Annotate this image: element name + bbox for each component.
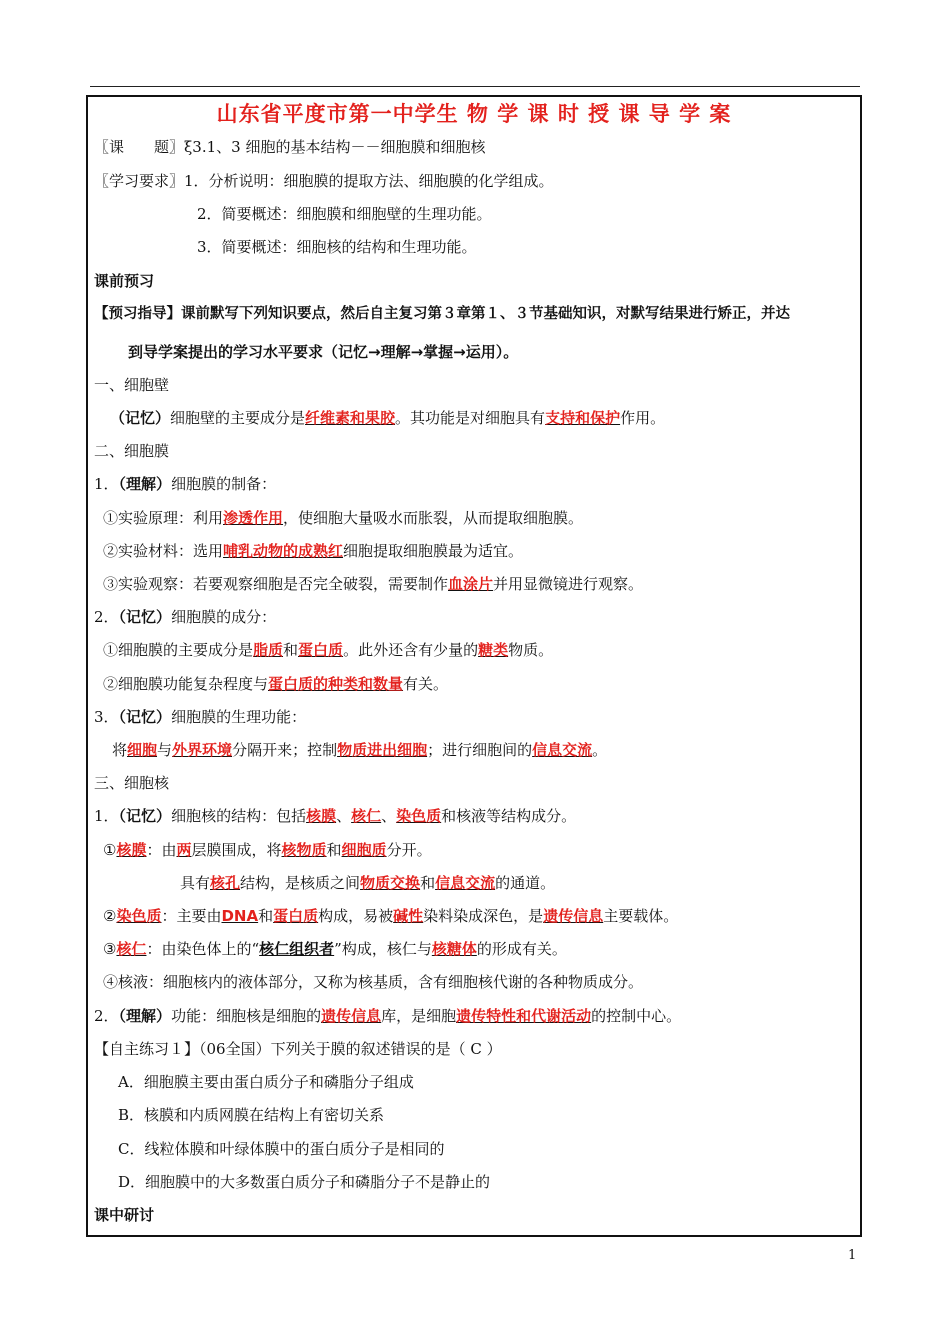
answer-key: 脂质 [253, 641, 284, 659]
answer-key: 信息交流 [435, 874, 496, 892]
answer-key: 核膜 [306, 807, 337, 825]
answer-key: 外界环境 [172, 741, 233, 759]
topic-line [94, 137, 485, 157]
answer-key: 蛋白质 [273, 907, 319, 925]
requirement-1: 〖学习要求〗1．分析说明：细胞膜的提取方法、细胞膜的化学组成。 [94, 172, 554, 190]
s2-q3-item: 将细胞与外界环境分隔开来；控制物质进出细胞；进行细胞间的信息交流。 [112, 741, 608, 759]
answer-key: 纤维素和果胶 [305, 409, 396, 427]
answer-key: 染色质 [116, 907, 162, 925]
answer-key: 血涂片 [448, 575, 494, 593]
s2-q3: 3．（记忆）细胞膜的生理功能： [94, 708, 307, 726]
s3-q1-item-3: ③核仁：由染色体上的“核仁组织者”构成，核仁与核糖体的形成有关。 [103, 940, 567, 958]
answer-key: 核物质 [281, 841, 327, 859]
exercise-option-c: C．线粒体膜和叶绿体膜中的蛋白质分子是相同的 [118, 1140, 445, 1158]
exercise-stem: 【自主练习１】（06全国）下列关于膜的叙述错误的是（ C ） [94, 1040, 502, 1058]
answer-key: 物质进出细胞 [337, 741, 428, 759]
answer-key: 物质交换 [360, 874, 421, 892]
s2-q2: 2．（记忆）细胞膜的成分： [94, 608, 277, 626]
exercise-option-a: A．细胞膜主要由蛋白质分子和磷脂分子组成 [118, 1073, 414, 1091]
requirements-label: 〖学习要求〗 [94, 172, 185, 190]
s3-q2: 2．（理解）功能：细胞核是细胞的遗传信息库，是细胞遗传特性和代谢活动的控制中心。 [94, 1007, 682, 1025]
section-1-heading: 一、细胞壁 [94, 376, 170, 394]
s2-q1-item-2: ②实验材料：选用哺乳动物的成熟红细胞提取细胞膜最为适宜。 [103, 542, 524, 560]
answer-key: DNA [221, 907, 259, 925]
guide-line-2: 到导学案提出的学习水平要求（记忆→理解→掌握→运用）。 [128, 343, 519, 361]
topic-label: 〖课 题〗 [94, 138, 185, 156]
answer-key: 哺乳动物的成熟红 [223, 542, 344, 560]
section-3-heading: 三、细胞核 [94, 774, 170, 792]
answer-key: 渗透作用 [223, 509, 284, 527]
answer-key: 核糖体 [431, 940, 477, 958]
answer-key: 细胞 [127, 741, 158, 759]
answer-key: 蛋白质 [298, 641, 344, 659]
s2-q1-item-1: ①实验原理：利用渗透作用，使细胞大量吸水而胀裂，从而提取细胞膜。 [103, 509, 584, 527]
s3-q1-item-1b: 具有核孔结构，是核质之间物质交换和信息交流的通道。 [180, 874, 556, 892]
answer-key: 核膜 [116, 841, 147, 859]
page-number: 1 [848, 1248, 857, 1263]
answer-key: 遗传信息 [321, 1007, 382, 1025]
exercise-option-b: B．核膜和内质网膜在结构上有密切关系 [118, 1106, 385, 1124]
answer-key: 染色质 [396, 807, 442, 825]
s2-q2-item-2: ②细胞膜功能复杂程度与蛋白质的种类和数量有关。 [103, 675, 449, 693]
answer-key: 核孔 [210, 874, 241, 892]
content-frame [86, 95, 862, 1237]
s2-q2-item-1: ①细胞膜的主要成分是脂质和蛋白质。此外还含有少量的糖类物质。 [103, 641, 554, 659]
s3-q1-item-4: ④核液：细胞核内的液体部分，又称为核基质，含有细胞核代谢的各种物质成分。 [103, 973, 644, 991]
section-2-heading: 二、细胞膜 [94, 442, 170, 460]
answer-key: 核仁组织者 [259, 940, 335, 958]
requirement-2: 2．简要概述：细胞膜和细胞壁的生理功能。 [197, 205, 492, 223]
answer-key: 支持和保护 [545, 409, 621, 427]
requirement-3: 3．简要概述：细胞核的结构和生理功能。 [197, 238, 477, 256]
study-heading: 课中研讨 [94, 1206, 155, 1224]
s2-q1-item-3: ③实验观察：若要观察细胞是否完全破裂，需要制作血涂片并用显微镜进行观察。 [103, 575, 644, 593]
answer-key: 细胞质 [341, 841, 387, 859]
answer-key: 糖类 [478, 641, 509, 659]
document-title: 山东省平度市第一中学生 物 学 课 时 授 课 导 学 案 [216, 102, 732, 126]
guide-line-1: 【预习指导】课前默写下列知识要点，然后自主复习第３章第１、３节基础知识，对默写结果进行矫正，并达 [94, 306, 790, 322]
answer-key: 核仁 [351, 807, 382, 825]
answer-key: 核仁 [116, 940, 147, 958]
topic-text: ξ3.1、3 细胞的基本结构－－细胞膜和细胞核 [184, 138, 486, 156]
header-rule [90, 86, 860, 87]
answer-key: 遗传信息 [543, 907, 604, 925]
s2-q1: 1．（理解）细胞膜的制备： [94, 475, 277, 493]
s3-q1: 1．（记忆）细胞核的结构：包括核膜、核仁、染色质和核液等结构成分。 [94, 807, 577, 825]
s3-q1-item-1: ①核膜：由两层膜围成，将核物质和细胞质分开。 [103, 841, 432, 859]
answer-key: 碱性 [393, 907, 424, 925]
s1-paragraph: （记忆）细胞壁的主要成分是纤维素和果胶。其功能是对细胞具有支持和保护作用。 [110, 409, 666, 427]
answer-key: 信息交流 [532, 741, 593, 759]
preview-heading: 课前预习 [94, 272, 155, 290]
s3-q1-item-2: ②染色质：主要由DNA和蛋白质构成，易被碱性染料染成深色，是遗传信息主要载体。 [103, 907, 679, 925]
answer-key: 蛋白质的种类和数量 [268, 675, 404, 693]
exercise-option-d: D．细胞膜中的大多数蛋白质分子和磷脂分子不是静止的 [118, 1173, 491, 1191]
answer-key: 两 [176, 841, 192, 859]
answer-key: 遗传特性和代谢活动 [456, 1007, 592, 1025]
